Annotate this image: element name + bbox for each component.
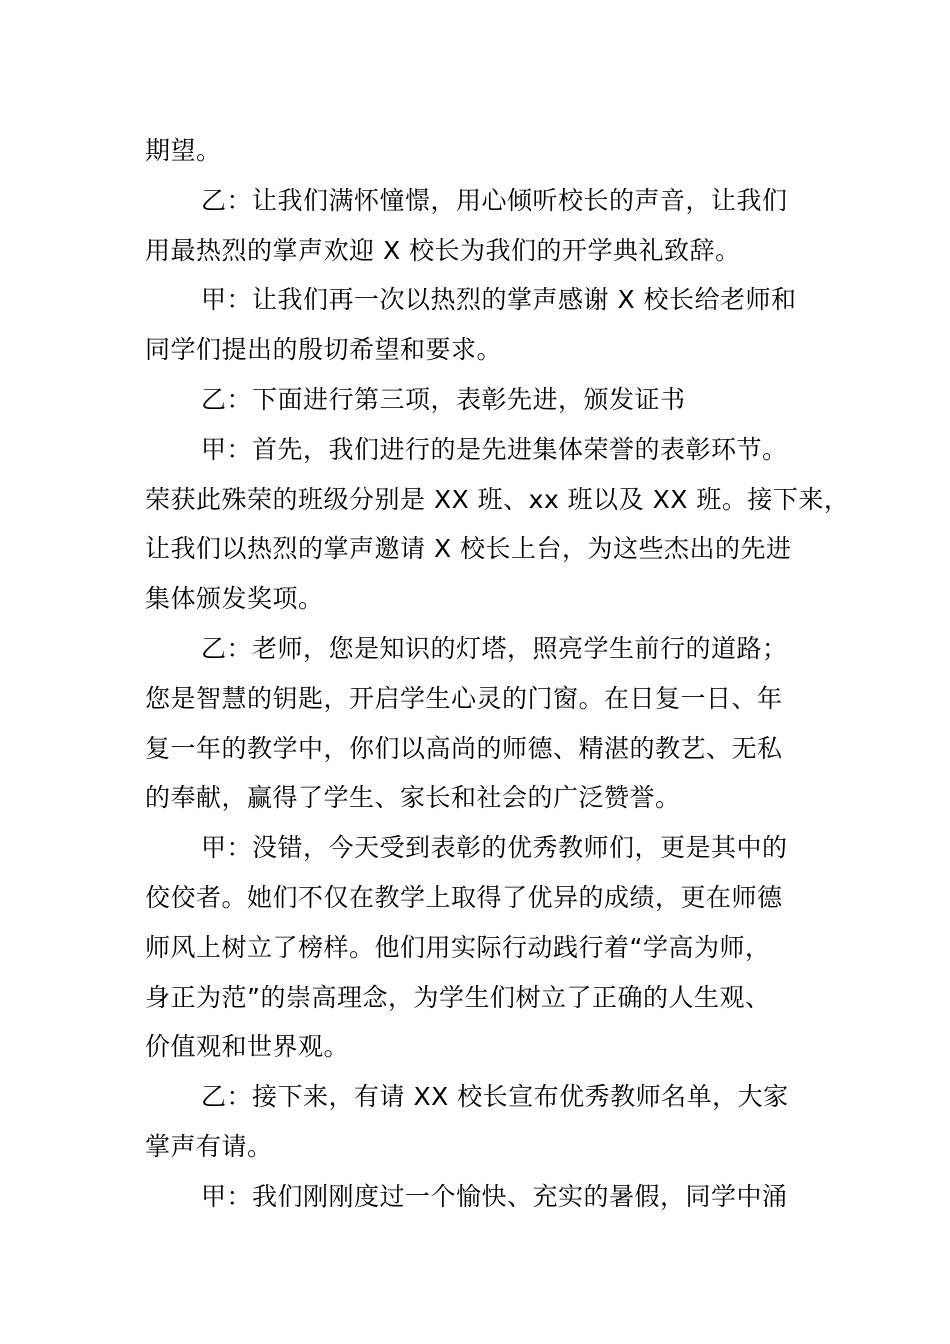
text-line: 价值观和世界观。 — [145, 1032, 350, 1062]
text-line: 佼佼者。她们不仅在教学上取得了优异的成绩，更在师德 — [145, 882, 783, 912]
paragraph-start-line: 甲：没错，今天受到表彰的优秀教师们，更是其中的 — [201, 833, 788, 863]
paragraph-start-line: 乙：老师，您是知识的灯塔，照亮学生前行的道路； — [201, 633, 788, 663]
paragraph-start-line: 甲：让我们再一次以热烈的掌声感谢 X 校长给老师和 — [201, 285, 797, 315]
paragraph-start-line: 甲：首先，我们进行的是先进集体荣誉的表彰环节。 — [201, 434, 788, 464]
paragraph-start-line: 乙：下面进行第三项，表彰先进，颁发证书 — [201, 384, 686, 414]
text-line: 用最热烈的掌声欢迎 X 校长为我们的开学典礼致辞。 — [145, 235, 741, 265]
text-line: 师风上树立了榜样。他们用实际行动践行着“学高为师， — [145, 932, 771, 962]
text-line: 您是智慧的钥匙，开启学生心灵的门窗。在日复一日、年 — [145, 683, 783, 713]
paragraph-start-line: 乙：接下来，有请 XX 校长宣布优秀教师名单，大家 — [201, 1082, 789, 1112]
text-line: 同学们提出的殷切希望和要求。 — [145, 335, 503, 365]
text-line: 期望。 — [145, 136, 222, 165]
text-line: 让我们以热烈的掌声邀请 X 校长上台，为这些杰出的先进 — [145, 534, 792, 564]
text-line: 的奉献，赢得了学生、家长和社会的广泛赞誉。 — [145, 783, 681, 813]
text-line: 身正为范”的崇高理念，为学生们树立了正确的人生观、 — [145, 982, 771, 1012]
text-line: 掌声有请。 — [145, 1131, 273, 1161]
paragraph-start-line: 甲：我们刚刚度过一个愉快、充实的暑假，同学中涌 — [201, 1181, 788, 1211]
paragraph-start-line: 乙：让我们满怀憧憬，用心倾听校长的声音，让我们 — [201, 185, 788, 215]
document-body — [145, 126, 850, 1222]
text-line: 集体颁发奖项。 — [145, 584, 324, 614]
text-line: 复一年的教学中，你们以高尚的师德、精湛的教艺、无私 — [145, 733, 783, 763]
text-line: 荣获此殊荣的班级分别是 XX 班、xx 班以及 XX 班。接下来， — [145, 484, 850, 514]
